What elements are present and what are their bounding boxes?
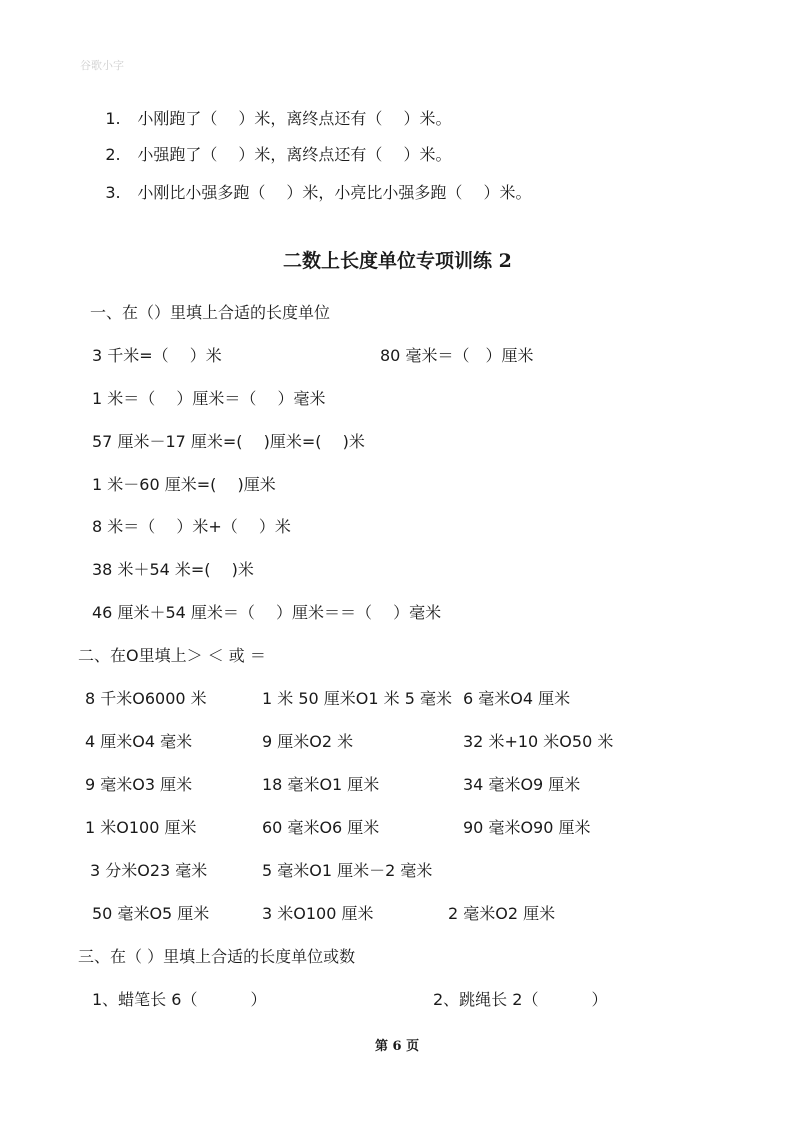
fill-item: 1 米＝（ ）厘米＝（ ）毫米 [92,389,326,408]
compare-item: 2 毫米O2 厘米 [448,904,556,923]
fill-item: 38 米＋54 米=( )米 [92,560,254,579]
compare-item: 34 毫米O9 厘米 [463,775,581,794]
question-text: 小刚跑了（ ）米，离终点还有（ ）米。 [137,109,452,128]
fill-item: 3 千米=（ ）米 [92,346,222,365]
section-heading: 三、在（ ）里填上合适的长度单位或数 [78,947,356,966]
compare-item: 3 分米O23 毫米 [90,861,208,880]
compare-item: 60 毫米O6 厘米 [262,818,380,837]
fill-item: 1 米－60 厘米=( )厘米 [92,475,276,494]
fill-item: 8 米＝（ ）米+（ ）米 [92,517,291,536]
compare-item: 6 毫米O4 厘米 [463,689,571,708]
question-number: 1. [105,109,121,128]
question-number: 3. [105,183,121,202]
fill-item: 46 厘米＋54 厘米＝（ ）厘米＝＝（ ）毫米 [92,603,442,622]
compare-item: 3 米O100 厘米 [262,904,374,923]
compare-item: 8 千米O6000 米 [85,689,207,708]
watermark: 谷歌小字 [80,59,124,72]
question-text: 小强跑了（ ）米，离终点还有（ ）米。 [137,145,452,164]
question-item [85,169,532,217]
compare-item: 4 厘米O4 毫米 [85,732,193,751]
section-heading: 一、在（）里填上合适的长度单位 [90,303,331,322]
page-number: 第 6 页 [375,1039,420,1054]
compare-item: 9 毫米O3 厘米 [85,775,193,794]
fill-item: 57 厘米－17 厘米=( )厘米=( )米 [92,432,365,451]
compare-item: 9 厘米O2 米 [262,732,354,751]
fill-item: 2、跳绳长 2（ ） [433,990,608,1009]
compare-item: 32 米+10 米O50 米 [463,732,614,751]
question-number: 2. [105,145,121,164]
compare-item: 50 毫米O5 厘米 [92,904,210,923]
compare-item: 1 米 50 厘米O1 米 5 毫米 [262,689,453,708]
fill-item: 80 毫米＝（ ）厘米 [380,346,534,365]
fill-item: 1、蜡笔长 6（ ） [92,990,267,1009]
compare-item: 5 毫米O1 厘米－2 毫米 [262,861,433,880]
compare-item: 18 毫米O1 厘米 [262,775,380,794]
compare-item: 1 米O100 厘米 [85,818,197,837]
compare-item: 90 毫米O90 厘米 [463,818,591,837]
section-heading: 二、在O里填上＞ ＜ 或 ＝ [78,646,266,665]
question-text: 小刚比小强多跑（ ）米，小亮比小强多跑（ ）米。 [137,183,532,202]
page-title: 二数上长度单位专项训练 2 [283,250,512,272]
